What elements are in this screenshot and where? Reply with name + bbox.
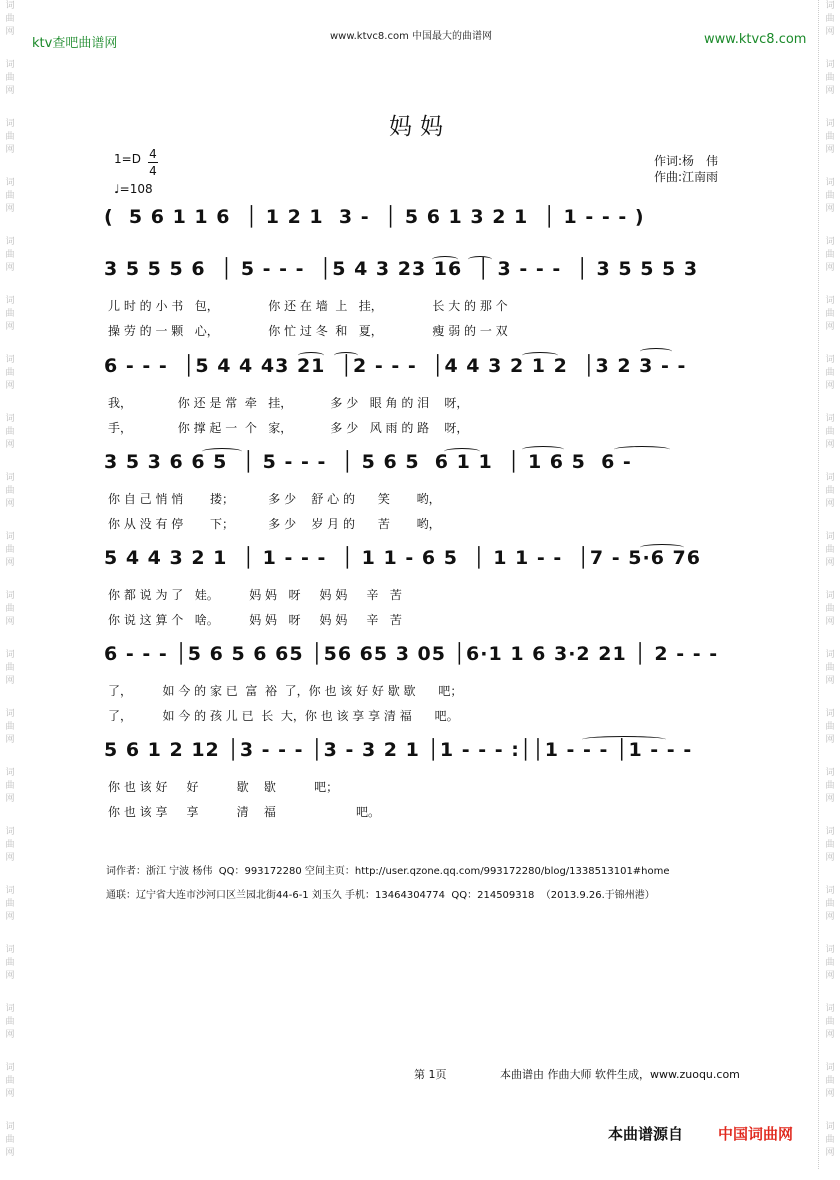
watermark-glyph: 词 [825, 532, 835, 542]
watermark-glyph: 网 [825, 440, 835, 450]
watermark-glyph: 网 [5, 440, 15, 450]
watermark-gap [0, 275, 20, 295]
watermark-gap [820, 806, 840, 826]
watermark-gap [820, 275, 840, 295]
watermark-glyph: 词 [825, 296, 835, 306]
time-signature-top: 4 [149, 147, 157, 161]
slur-mark [444, 448, 480, 455]
watermark-glyph: 曲 [825, 663, 835, 673]
watermark-glyph: 网 [825, 322, 835, 332]
staff-notes: ( 5 6 1 1 6 │ 1 2 1 3 - │ 5 6 1 3 2 1 │ 1 - - - ) [104, 206, 645, 228]
watermark-glyph: 网 [825, 263, 835, 273]
page-edge-divider [818, 0, 819, 1169]
watermark-glyph: 曲 [825, 132, 835, 142]
watermark-glyph: 曲 [5, 958, 15, 968]
watermark-glyph: 曲 [825, 368, 835, 378]
watermark-glyph: 词 [825, 60, 835, 70]
slur-mark [432, 256, 458, 263]
watermark-glyph: 词 [825, 237, 835, 247]
watermark-glyph: 曲 [5, 309, 15, 319]
slur-mark [298, 352, 324, 359]
lyric-verse-2: 你 也 该 享 享 清 福 吧。 [108, 805, 381, 819]
watermark-glyph: 曲 [825, 840, 835, 850]
slur-mark [202, 448, 242, 455]
staff-notes: 3 5 5 5 6 │ 5 - - - │5 4 3 23 16 │ 3 - - - │ 3 5 5 5 3 [104, 258, 699, 280]
header-site-name[interactable]: ktv查吧曲谱网 [32, 36, 118, 51]
watermark-glyph: 词 [5, 237, 15, 247]
slur-mark [334, 352, 358, 359]
watermark-glyph: 网 [825, 499, 835, 509]
watermark-glyph: 词 [5, 178, 15, 188]
slur-mark [640, 544, 684, 551]
watermark-glyph: 词 [5, 119, 15, 129]
watermark-glyph: 网 [825, 1030, 835, 1040]
slur-mark [522, 352, 558, 359]
watermark-glyph: 词 [825, 119, 835, 129]
watermark-glyph: 曲 [825, 427, 835, 437]
watermark-glyph: 网 [825, 912, 835, 922]
watermark-glyph: 网 [825, 27, 835, 37]
watermark-glyph: 曲 [825, 899, 835, 909]
watermark-glyph: 曲 [5, 604, 15, 614]
page-number: 第 1页 [414, 1068, 447, 1081]
watermark-glyph: 词 [825, 827, 835, 837]
watermark-gap [0, 747, 20, 767]
watermark-glyph: 词 [5, 768, 15, 778]
watermark-gap [0, 216, 20, 236]
watermark-glyph: 曲 [825, 604, 835, 614]
watermark-glyph: 网 [5, 86, 15, 96]
lyric-verse-2: 你 说 这 算 个 啥。 妈 妈 呀 妈 妈 辛 苦 [108, 613, 402, 627]
watermark-glyph: 曲 [5, 73, 15, 83]
watermark-glyph: 网 [5, 794, 15, 804]
slur-mark [582, 736, 666, 743]
watermark-glyph: 词 [825, 1004, 835, 1014]
slur-mark [522, 446, 564, 453]
watermark-glyph: 曲 [825, 722, 835, 732]
watermark-glyph: 网 [5, 145, 15, 155]
watermark-glyph: 词 [825, 768, 835, 778]
watermark-gap [0, 806, 20, 826]
watermark-glyph: 词 [5, 355, 15, 365]
watermark-glyph: 曲 [5, 250, 15, 260]
watermark-glyph: 曲 [5, 899, 15, 909]
lyric-verse-2: 操 劳 的 一 颗 心， 你 忙 过 冬 和 夏， 瘦 弱 的 一 双 [108, 324, 508, 338]
watermark-gap [0, 1160, 20, 1180]
watermark-glyph: 网 [5, 263, 15, 273]
tempo-mark: ♩=108 [114, 182, 153, 196]
watermark-glyph: 网 [5, 1030, 15, 1040]
right-watermark-strip [820, 0, 840, 1169]
watermark-glyph: 网 [5, 676, 15, 686]
watermark-glyph: 词 [5, 886, 15, 896]
watermark-gap [0, 983, 20, 1003]
watermark-gap [820, 393, 840, 413]
watermark-gap [820, 452, 840, 472]
watermark-gap [0, 924, 20, 944]
watermark-glyph: 曲 [825, 781, 835, 791]
watermark-gap [820, 924, 840, 944]
watermark-glyph: 曲 [5, 781, 15, 791]
watermark-glyph: 词 [825, 1063, 835, 1073]
watermark-glyph: 词 [5, 1122, 15, 1132]
watermark-glyph: 网 [5, 322, 15, 332]
watermark-gap [820, 983, 840, 1003]
watermark-gap [0, 865, 20, 885]
watermark-glyph: 曲 [5, 191, 15, 201]
watermark-glyph: 曲 [825, 486, 835, 496]
watermark-glyph: 曲 [825, 545, 835, 555]
watermark-gap [820, 747, 840, 767]
watermark-glyph: 曲 [825, 250, 835, 260]
lyric-verse-1: 你 自 己 悄 悄 搂； 多 少 舒 心 的 笑 哟， [108, 492, 441, 506]
lyric-verse-1: 你 也 该 好 好 歇 歇 吧； [108, 780, 339, 794]
source-site-link[interactable]: 中国词曲网 [718, 1125, 794, 1143]
watermark-glyph: 词 [5, 591, 15, 601]
watermark-glyph: 词 [825, 473, 835, 483]
time-signature [148, 146, 158, 179]
lyric-verse-1: 我， 你 还 是 常 牵 挂， 多 少 眼 角 的 泪 呀， [108, 396, 469, 410]
watermark-gap [820, 334, 840, 354]
generator-credit: 本曲谱由 作曲大师 软件生成，www.zuoqu.com [500, 1068, 740, 1081]
watermark-glyph: 词 [825, 886, 835, 896]
staff-line [104, 252, 754, 286]
watermark-glyph: 曲 [825, 1076, 835, 1086]
watermark-glyph: 网 [825, 145, 835, 155]
watermark-glyph: 词 [5, 60, 15, 70]
watermark-glyph: 曲 [5, 722, 15, 732]
watermark-glyph: 词 [5, 296, 15, 306]
watermark-glyph: 曲 [5, 132, 15, 142]
watermark-glyph: 曲 [5, 840, 15, 850]
watermark-glyph: 词 [5, 709, 15, 719]
header-tagline: www.ktvc8.com 中国最大的曲谱网 [330, 31, 493, 42]
watermark-gap [0, 39, 20, 59]
watermark-gap [820, 216, 840, 236]
watermark-glyph: 词 [825, 709, 835, 719]
watermark-glyph: 词 [5, 1063, 15, 1073]
watermark-glyph: 网 [825, 735, 835, 745]
watermark-glyph: 词 [5, 414, 15, 424]
watermark-gap [0, 452, 20, 472]
lyric-verse-1: 你 都 说 为 了 娃。 妈 妈 呀 妈 妈 辛 苦 [108, 588, 402, 602]
staff-notes: 6 - - - │5 4 4 43 21 │2 - - - │4 4 3 2 1 2 │3 2 3 - - [104, 355, 687, 377]
lyric-verse-2: 了， 如 今 的 孩 儿 已 长 大，你 也 该 享 享 清 福 吧。 [108, 709, 459, 723]
watermark-glyph: 曲 [5, 663, 15, 673]
watermark-glyph: 词 [825, 355, 835, 365]
watermark-glyph: 网 [5, 381, 15, 391]
watermark-glyph: 曲 [5, 545, 15, 555]
watermark-glyph: 网 [825, 676, 835, 686]
watermark-glyph: 曲 [825, 73, 835, 83]
watermark-glyph: 曲 [825, 958, 835, 968]
lyricist-credit: 作词:杨 伟 [654, 154, 719, 168]
watermark-glyph: 网 [825, 86, 835, 96]
watermark-glyph: 网 [825, 794, 835, 804]
key-signature: 1=D [114, 152, 141, 166]
watermark-glyph: 网 [825, 381, 835, 391]
watermark-gap [0, 334, 20, 354]
watermark-gap [820, 688, 840, 708]
watermark-glyph: 词 [5, 532, 15, 542]
staff-notes: 5 6 1 2 12 │3 - - - │3 - 3 2 1 │1 - - - :││1 - - - │1 - - - [104, 739, 693, 761]
watermark-gap [820, 629, 840, 649]
watermark-glyph: 曲 [825, 1135, 835, 1145]
watermark-glyph: 曲 [825, 191, 835, 201]
watermark-gap [820, 1101, 840, 1121]
watermark-glyph: 词 [5, 473, 15, 483]
watermark-glyph: 网 [5, 1148, 15, 1158]
staff-notes: 3 5 3 6 6 5 │ 5 - - - │ 5 6 5 6 1 1 │ 1 6 5 6 - [104, 451, 632, 473]
staff-line [104, 200, 754, 234]
watermark-glyph: 曲 [5, 1017, 15, 1027]
watermark-glyph: 网 [5, 853, 15, 863]
watermark-gap [0, 570, 20, 590]
footer-contact-info: 通联：辽宁省大连市沙河口区兰园北街44-6-1 刘玉久 手机：13464304774 QQ：214509318 （2013.9.26.于锦州港） [106, 890, 655, 901]
watermark-glyph: 词 [825, 1, 835, 11]
watermark-glyph: 网 [5, 617, 15, 627]
watermark-glyph: 词 [5, 827, 15, 837]
watermark-glyph: 网 [5, 204, 15, 214]
watermark-gap [0, 393, 20, 413]
song-title: 妈妈 [389, 114, 451, 140]
watermark-glyph: 词 [5, 1004, 15, 1014]
lyric-verse-1: 了， 如 今 的 家 已 富 裕 了，你 也 该 好 好 歇 歇 吧； [108, 684, 463, 698]
watermark-gap [0, 688, 20, 708]
watermark-glyph: 曲 [825, 14, 835, 24]
watermark-glyph: 网 [825, 617, 835, 627]
watermark-glyph: 网 [825, 204, 835, 214]
staff-line [104, 637, 754, 671]
watermark-glyph: 曲 [825, 309, 835, 319]
watermark-gap [820, 570, 840, 590]
watermark-glyph: 曲 [5, 368, 15, 378]
slur-mark [468, 256, 492, 263]
watermark-gap [820, 511, 840, 531]
watermark-glyph: 曲 [5, 14, 15, 24]
watermark-glyph: 词 [825, 1122, 835, 1132]
watermark-gap [0, 629, 20, 649]
time-signature-bottom: 4 [149, 164, 157, 178]
slur-mark [640, 348, 672, 355]
watermark-glyph: 曲 [5, 427, 15, 437]
watermark-glyph: 网 [5, 499, 15, 509]
watermark-gap [820, 1042, 840, 1062]
lyric-verse-2: 手， 你 撑 起 一 个 家， 多 少 风 雨 的 路 呀， [108, 421, 469, 435]
lyric-verse-1: 儿 时 的 小 书 包， 你 还 在 墙 上 挂， 长 大 的 那 个 [108, 299, 508, 313]
watermark-glyph: 网 [825, 1089, 835, 1099]
watermark-glyph: 网 [5, 971, 15, 981]
watermark-gap [820, 157, 840, 177]
watermark-glyph: 词 [825, 178, 835, 188]
watermark-gap [0, 1042, 20, 1062]
watermark-glyph: 曲 [5, 486, 15, 496]
watermark-glyph: 词 [825, 591, 835, 601]
watermark-glyph: 网 [825, 971, 835, 981]
watermark-gap [820, 1160, 840, 1180]
watermark-gap [0, 511, 20, 531]
watermark-glyph: 网 [825, 558, 835, 568]
watermark-glyph: 网 [825, 1148, 835, 1158]
staff-notes: 5 4 4 3 2 1 │ 1 - - - │ 1 1 - 6 5 │ 1 1 - - │7 - 5·6 76 [104, 547, 701, 569]
watermark-gap [0, 1101, 20, 1121]
watermark-gap [0, 157, 20, 177]
watermark-glyph: 词 [825, 945, 835, 955]
watermark-glyph: 曲 [825, 1017, 835, 1027]
watermark-glyph: 网 [5, 735, 15, 745]
watermark-gap [820, 39, 840, 59]
watermark-gap [820, 865, 840, 885]
watermark-glyph: 词 [5, 1, 15, 11]
watermark-glyph: 词 [825, 414, 835, 424]
header-site-url[interactable]: www.ktvc8.com [704, 32, 807, 47]
watermark-glyph: 网 [5, 912, 15, 922]
watermark-glyph: 网 [5, 558, 15, 568]
footer-author-info: 词作者：浙江 宁波 杨伟 QQ：993172280 空间主页：http://user.qzone.qq.com/993172280/blog/1338513101#home [106, 866, 670, 877]
watermark-glyph: 网 [825, 853, 835, 863]
watermark-glyph: 词 [5, 945, 15, 955]
watermark-glyph: 词 [825, 650, 835, 660]
source-label: 本曲谱源自 [608, 1125, 684, 1143]
composer-credit: 作曲:江南雨 [654, 170, 719, 184]
watermark-glyph: 网 [5, 1089, 15, 1099]
staff-notes: 6 - - - │5 6 5 6 65 │56 65 3 05 │6·1 1 6 3·2 21 │ 2 - - - [104, 643, 719, 665]
lyric-verse-2: 你 从 没 有 停 下； 多 少 岁 月 的 苦 哟， [108, 517, 441, 531]
watermark-glyph: 词 [5, 650, 15, 660]
watermark-glyph: 网 [5, 27, 15, 37]
watermark-glyph: 曲 [5, 1135, 15, 1145]
slur-mark [614, 446, 670, 453]
left-watermark-strip [0, 0, 20, 1169]
watermark-glyph: 曲 [5, 1076, 15, 1086]
